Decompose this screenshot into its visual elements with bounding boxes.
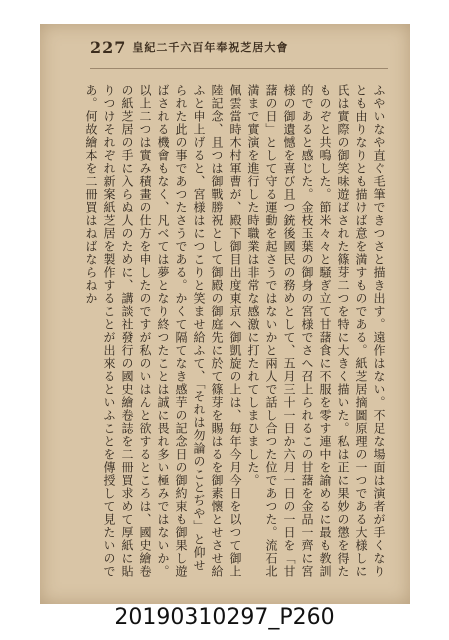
paragraph: ふやいなや直ぐ毛筆できつさと描き出す。遠作はない。不足な場面は演者が手くなりとも由りなりとも描けば意を満すものである。紙芝居摘圖原理の一つである大様しに氏は實際の御笑味遊ばされた篠芽二つを特に大きく描いた。私は正に果妙の懲を得たものぞと共鳴した。節米々々と騒ぎ立て甘藷食に不服を零す連中を諭めるに最も教訓的であると感じた。金枝玉葉の御身の宮様でさへ召上られるこの甘藷を金品一齊に宮様の御遺憾を喜び且つ銃後國民の務めとして、五月三十一日か六月一日の一日を「甘藷の日」として守る運動を起さうではないかと兩人で話し合つた位であつた。流石北満まで實演を進行した時職業は非常な感激に打たれてしまひました。 — [246, 84, 386, 578]
page-number: 227 — [90, 37, 127, 57]
running-head: 皇紀二千六百年奉祝芝居大會 — [132, 41, 289, 54]
paragraph: 佩雲當時木村軍曹が、殿下御目出度東京へ御凱旋の上は、毎年今月今日を以つて御上陸記念、且つは御戰勝祝として御殿の御庭先に於て篠芽を賜はるを御素懷とせさせ給ふと申上げると、宮様はにつこりと笑ませ給ふて、「それは勿論のことぢや」と仰せられた此の事であつたさうである。かくて隔てなき感芋の記念日の御約束も御果し遊ばされる機會もなく、凡べては夢となり終つたことは誠に畏れ多い極みではないか。 — [156, 84, 242, 578]
image-caption: 20190310297_P260 — [114, 605, 335, 630]
page-header — [90, 32, 404, 62]
header-divider — [90, 68, 388, 69]
paragraph: 以上二つは實み積畫の仕方を申したのですが私のいはんと欲するところは、國史繪卷の紙芝居の手に入らぬ人のために、講談社發行の國史繪卷誌を二冊買求めて厚紙に貼りつけそれぞれ新案紙芝居を製作することが出來るといふことを傳授して見たいのであ。何故繪本を二冊買はねばならねか — [84, 84, 152, 578]
document-page — [40, 24, 410, 604]
vertical-text-body — [84, 84, 388, 582]
